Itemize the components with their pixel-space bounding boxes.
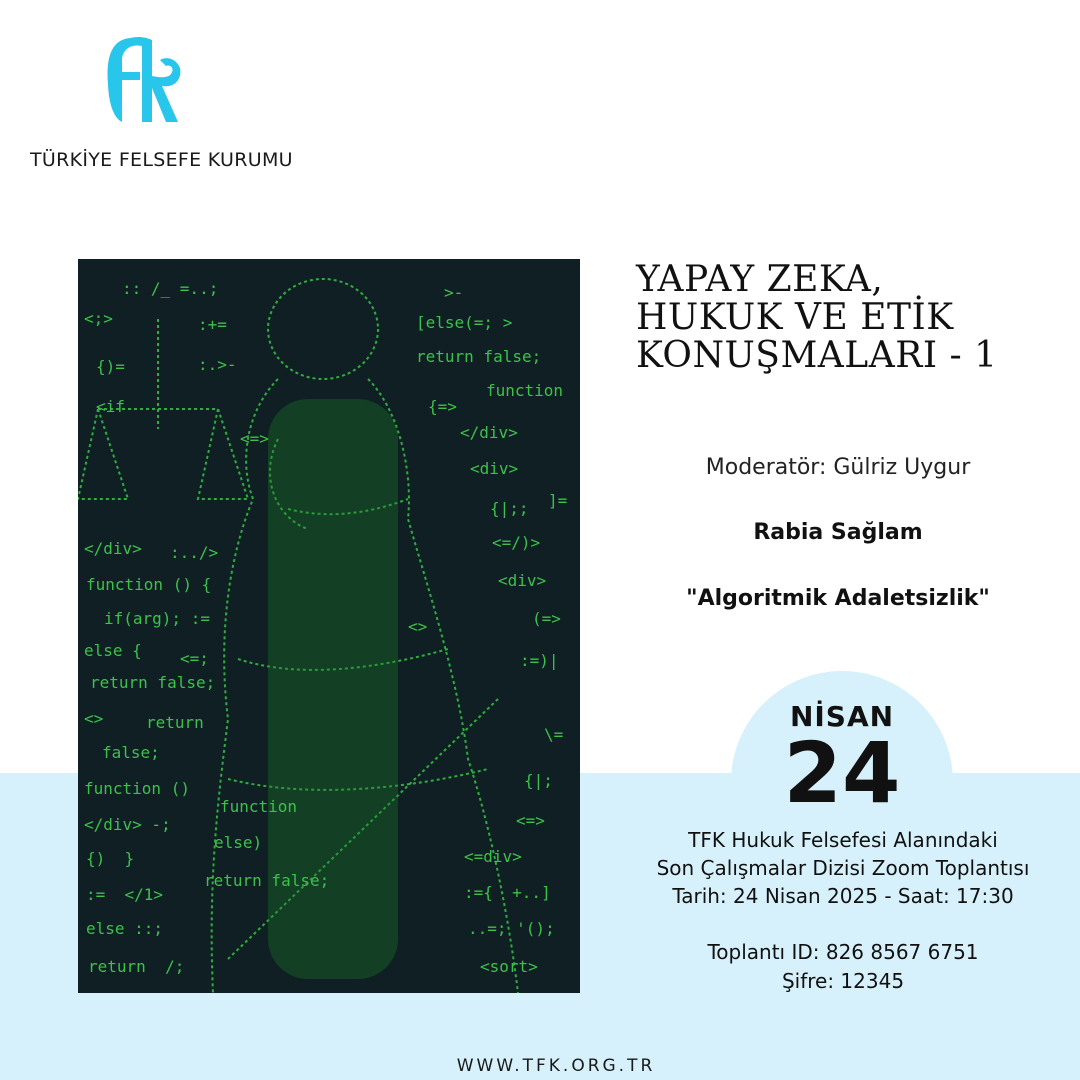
code-fragment: <if <box>96 397 125 416</box>
code-fragment: >- <box>444 283 464 302</box>
code-fragment: {)= <box>96 357 125 376</box>
code-fragment: return false; <box>204 871 330 890</box>
code-fragment: function <box>486 381 564 400</box>
event-title <box>636 261 1056 375</box>
meeting-id: Toplantı ID: 826 8567 6751 <box>707 940 979 964</box>
event-info <box>640 826 1046 910</box>
code-fragment: <=; <box>180 649 209 668</box>
code-fragment: {) } <box>86 849 135 868</box>
tfk-logo <box>100 30 190 130</box>
series-line: Son Çalışmalar Dizisi Zoom Toplantısı <box>656 856 1030 880</box>
code-fragment: {|; <box>524 771 553 790</box>
event-month: NİSAN <box>789 700 895 733</box>
code-fragment: :../> <box>170 543 219 562</box>
code-fragment: else { <box>84 641 142 660</box>
website-url: WWW.TFK.ORG.TR <box>456 1056 656 1076</box>
code-fragment: else ::; <box>86 919 164 938</box>
code-fragment: :.>- <box>198 355 237 374</box>
code-fragment: function <box>220 797 298 816</box>
code-fragment: :+= <box>198 315 227 334</box>
code-fragment: return false; <box>416 347 542 366</box>
event-title-line: HUKUK VE ETİK <box>636 297 954 338</box>
code-fragment: <=> <box>516 811 545 830</box>
code-fragment: <=div> <box>464 847 522 866</box>
talk-title: "Algoritmik Adaletsizlik" <box>686 586 990 611</box>
code-fragment: (=> <box>532 609 561 628</box>
code-fragment: :={ +..] <box>464 883 551 902</box>
meeting-info <box>640 938 1046 996</box>
code-fragment: :=)| <box>520 651 559 670</box>
speaker-name: Rabia Sağlam <box>753 520 923 545</box>
code-fragment: ..=; '(); <box>468 919 555 938</box>
code-fragment: <;> <box>84 309 113 328</box>
code-fragment: if(arg); := <box>104 609 210 628</box>
code-fragment: return false; <box>90 673 216 692</box>
code-fragment: <div> <box>498 571 547 590</box>
code-fragment: \= <box>544 725 564 744</box>
code-fragment: </div> <box>460 423 518 442</box>
meeting-password: Şifre: 12345 <box>781 969 905 993</box>
code-fragment: </div> <box>84 539 142 558</box>
organization-name: TÜRKİYE FELSEFE KURUMU <box>30 149 293 171</box>
code-fragment: </div> -; <box>84 815 171 834</box>
code-fragment: false; <box>102 743 160 762</box>
code-fragment: <div> <box>470 459 519 478</box>
code-fragment: return /; <box>88 957 185 976</box>
code-fragment: <sort> <box>480 957 538 976</box>
code-fragment: return <box>146 713 204 732</box>
moderator-text: Moderatör: Gülriz Uygur <box>705 455 971 480</box>
code-fragment: {|;; <box>490 499 529 518</box>
code-fragment: [else(=; > <box>416 313 513 332</box>
code-fragment: else) <box>214 833 263 852</box>
code-fragment: := </1> <box>86 885 164 904</box>
code-fragment: {=> <box>428 397 457 416</box>
event-title-line: KONUŞMALARI - 1 <box>636 335 998 376</box>
event-title-line: YAPAY ZEKA, <box>636 259 884 300</box>
lady-justice-code-artwork <box>78 259 580 993</box>
code-fragment: function () <box>84 779 190 798</box>
event-day: 24 <box>783 724 901 822</box>
code-fragment: <> <box>84 709 104 728</box>
code-fragment: :: /_ =..; <box>122 279 219 298</box>
code-fragment: <=/)> <box>492 533 541 552</box>
code-fragment: <=> <box>240 429 269 448</box>
code-fragment: <> <box>408 617 428 636</box>
series-line: TFK Hukuk Felsefesi Alanındaki <box>688 828 998 852</box>
code-fragment: ]= <box>548 491 568 510</box>
code-fragment: function () { <box>86 575 212 594</box>
event-datetime: Tarih: 24 Nisan 2025 - Saat: 17:30 <box>672 884 1014 908</box>
